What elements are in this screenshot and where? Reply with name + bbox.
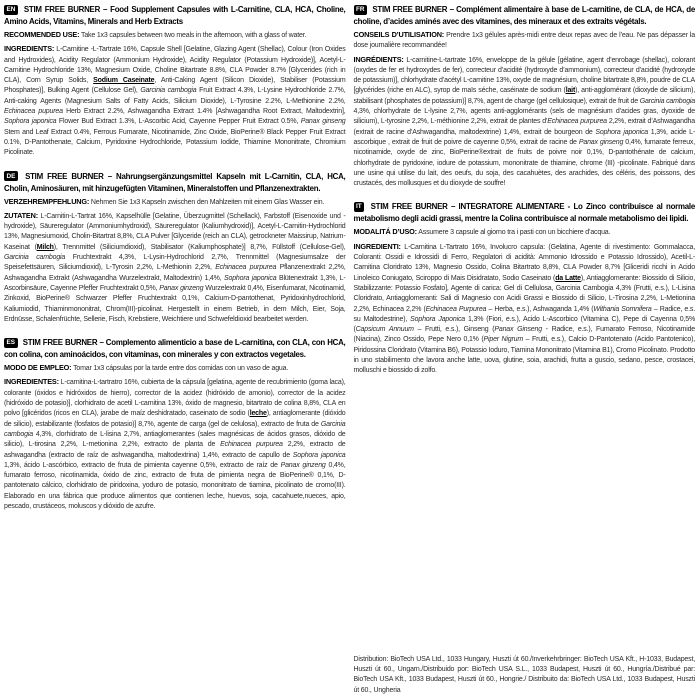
distribution-text: Distribution: BioTech USA Ltd., 1033 Hungary, Huszti út 60./Inverkehrbringer: BioTech USA Kft., H-1033, Budapest, Huszti út 60., Ungarn./Distribuido por: BioTech USA S.L., 1033 Budapest, Huszti út 60., Hungría./Distribué par: BioTech USA Kft., 1033 Budapest, Huszti út 60., Hongrie./ Distribuito da: BioTech USA Ltd., 1033 Budapest, Huszti út 60., Ungheria <box>353 655 695 694</box>
section-en-title: STIM FREE BURNER – Food Supplement Capsules with L-Carnitine, CLA, HCA, Choline, Amino Acids, Vitamins, Minerals and Herb Extracts <box>4 5 346 26</box>
section-en-ingredients-label: INGREDIENTS: <box>4 44 55 54</box>
section-en-usage <box>4 30 346 41</box>
lang-badge-it: IT <box>354 202 365 212</box>
section-de-usage-text: Nehmen Sie 1x3 Kapseln zwischen den Mahlzeiten mit einem Glas Wasser ein. <box>90 198 325 206</box>
section-it-usage-label: MODALITÁ D’USO: <box>353 227 417 237</box>
section-it-usage-text: Assumere 3 capsule al giorno tra i pasti con un bicchiere d’acqua. <box>418 229 611 237</box>
lang-badge-de: DE <box>4 171 18 181</box>
section-es-usage <box>4 363 346 374</box>
section-de-ingredients-label: ZUTATEN: <box>4 210 38 220</box>
section-fr-usage <box>354 30 696 52</box>
section-fr-ingredients-text: L-carnitine-L-tartrate 16%, enveloppe de la gélule [gélatine, agent d’enrobage (shellac), colorant (oxydes de fer et hydroxydes de fer), correcteur d’acidité (hydroxyde d’ammonium), correcteur d’acidité (hydroxyde de potassium)], chlorhydrate d’acétyl L-carnitine 13%, oxyde de magnésium, choline bitartrate 8,8%, poudre de CLA [glycérides (riche en ALC), syrop de maïs séche, caséinate de sodium (lait), anti-agglomérant (dioxyde de silicium), stabilisant (phosphates de potassium)] 8,7%, agent de charge (gel cellulosique), extrait de fruit de Garcinia cambogia 4,3%, chlorhydrate de L-lysine 2,7%, agents anti-agglomérants (sels de magnésium d’acides gras, dyoxide de silicium), L-tyrosine 2,2%, L-méthionine 2,2%, extrait de plantes d’Echinacea purpurea 2,2%, extrait d’Ashwagandha (extrait de racine d’Ashwagandha, maltodextrine) 1,4%, extrait de bourgeon de Sophora japonica 1,3%, acide L-ascorbique , extrait de fruit de poivre de cayenne 0,5%, extrait de racine de Panax ginseng 0,4%, fumarate ferreux, nicotinamide, oxyde de zinc, BioPerine®extrait de fruits de poivre noir 0,1%, D-pantothénate de calcium, chlorhydrate de pyridoxine, iodure de potassium, mononitrate de thiamine, chrome (III) -picolinate. Fabriqué dans une usine qui utilise du lait, des oeufs, du soja, des cacahuètes, des arachides, des céléris, des poissons, des crustacés, des mollusques et du dioxyde de souffre! <box>353 56 695 188</box>
section-fr-heading <box>354 4 696 28</box>
section-de-usage <box>4 197 346 208</box>
section-es-ingredients-label: INGREDIENTES: <box>4 377 59 387</box>
section-de-title: STIM FREE BURNER – Nahrungsergänzungsmittel Kapseln mit L-Carnitin, CLA, HCA, Cholin, Aminosäuren, mit hinzugefügten Vitaminen, Mineralstoffen und Pflanzenextrakten. <box>4 171 346 193</box>
section-fr-ingredients <box>354 55 696 190</box>
lang-badge-fr: FR <box>354 5 368 15</box>
section-es-ingredients-text: L-carnitina-L-tartratro 16%, cubierta de la cápsula [gelatina, agente de recubrimiento (goma laca), colorante (óxidos e hidróxidos de hierro), corrector de la acidez (hidróxido de amonio), corrector de la acidez (hidróxido de potasio)], clorhidrato de acetil L-carnitina 13%, óxido de magnesio, bitartrato de colina 8,8%, CLA en polvo [glicéridos (ricos en CLA), jarabe de maíz deshidratado, caseinato de sodio (leche), antiaglomerante (dióxido de silicio), estabilizante (fosfatos de potasio)] 8,7%, agente de carga (gel de celulosa), extracto de fruta de Garcinia cambogia 4,3%, clorhidrato de L-lisina 2,7%, antiaglomerantes (sales magnésicas de ácidos grasos, dióxido de silicio), L-tirosina 2,2%, L-metionina 2,2%, extracto de planta de Echinacea purpurea 2,2%, extracto de ashwagandha (extracto de raíz de ashwagandha, maltodextrina) 1,4%, extracto de capullo de Sophora japonica 1,3%, ácido L-ascórbico, extracto de fruta de pimienta cayenne 0,5%, extracto de raíz de Panax ginzeng 0,4%, fumarato ferroso, nicotinamida, óxido de zinc, extracto de fruta de pimienta negra de BioPerine® 0,1%, D-pantotenato cálcico, clorhidrato de piridoxina, yoduro de potasio, mononitrato de tiamina, picolinato de cromo(III). Elaborado en una fábrica que produce alimentos que contienen leche, huevos, soja, cacahuete,nueces, apio, pescado, crustáceos, moluscos y dióxido de azufre. <box>4 379 346 510</box>
section-fr-ingredients-label: INGRÉDIENTS: <box>353 54 404 64</box>
lang-badge-en: EN <box>4 5 18 15</box>
section-es-usage-text: Tomar 1x3 cápsulas por la tarde entre dos comidas con un vaso de agua. <box>73 365 289 373</box>
section-it-ingredients-text: L-Carnitina L-Tartrato 16%, Involucro capsula: (Gelatina, Agente di rivestimento: Gommalacca, Coloranti: Ossidi e Idrossidi di Ferro, Regolatori di acidità: Ammonio Idrossido e Potassio Idrossido), Acetil-L-Carnitina Cloridrato 13%, Magnesio Ossido, Colina Bitartrato 8,8%, CLA Powder 8,7% [Gliceridi ricchi in Acido Linoleico Coniugato, Sciroppo di Mais Disidratato, Sodio Caseinato (da Latte), Antiagglomerante: Biossido di Silicio, Stabilizzante: Potassio Fosfato], Agente di carica: Gel di Cellulosa, Garcinia Cambogia 4,3% (Frutti, e.s.), L-Lisina Cloridrato, Antiagglomeranti: Sali di Magnesio con Acidi Grassi e Biossido di Silicio, L-Tirosina 2,2%, L-Metionina 2,2%, Echinacea 2,2% (Echinacea Purpurea – Herba, e.s.), Ashwaganda 1,4% (Withania Somnifera – Radice, e.s. su Maltodestrine), Sophora Japonica 1,3% (Fiori, e.s.), Acido L-Ascorbico (Vitamina C), Pepe di Cayenna 0,5% (Capsicum Annuum – Frutti, e.s.), Ginseng (Panax Ginseng - Radice, e.s.), Fumarato Ferroso, Nicotinamide (Niacina), Zinco Ossido, Pepe Nero 0,1% (Piper Nigrum – Frutti, e.s.), Calcio D-Pantotenato (Acido Pantotenico), Piridossina Cloridrato (Vitamina B6), Potassio Ioduro, Tiamina Mononitrato (Vitamina B1), Cromo Picolinato. Prodotto in uno stabilimento che lavora anche latte, uova, glutine, soia, arachidi, frutta a guscio, sedano, pesce, crostacei, molluschi e biossido di zolfo. <box>353 243 696 375</box>
section-it-heading <box>354 201 696 225</box>
section-es-title: STIM FREE BURNER – Complemento alimenticio a base de L-carnitina, con CLA, con HCA, con colina, con aminoácidos, con vitaminas, con minerales y con extractos vegetales. <box>4 338 346 360</box>
section-it <box>354 201 696 379</box>
section-de-ingredients <box>4 211 346 325</box>
section-de-usage-label: VERZEHREMPFEHLUNG: <box>4 196 90 206</box>
section-es-usage-label: MODO DE EMPLEO: <box>4 363 72 373</box>
lang-badge-es: ES <box>4 338 18 348</box>
section-de <box>4 171 346 329</box>
section-de-ingredients-text: L-Carnitin-L-Tartrat 16%, Kapselhülle [Gelatine, Überzugmittel (Schellack), Farbstoff (Eisenoxide und -hydroxide), Säureregulator (Ammoniumhydroxid), Säureregulator (Kaliumhydroxid)], Acetyl-L-Carnitin-Hydrochlorid 13%, Magnesiumoxid, Cholin-Bitartrat 8,8%, CLA Pulver [Glyceride (reich an CLA), getrockneter Maissirup, Natrium-Kaseinat (Milch), Trennmittel (Siliciumdioxid), Stabilisator (Kaliumphosphate)] 8,7%, Füllstoff (Cellulose-Gel), Garcinia cambogia Fruchtextrakt 4,3%, L-Lysin-Hydrochlorid 2,7%, Trennmittel (Magnesiumsalze der Speisefettsäuren, Siliciumdioxid), L-Tyrosin 2,2%, L-Methionin 2,2%, Echinacea purpurea Pflanzenextrakt 2,2%, Ashwagandha Extrakt (Ashwagandha Wurzelextrakt, Maltodextrin) 1,4%, Sophora japonica Blütenextrakt 1,3%, L-Ascorbinsäure, Cayenne Pfeffer Fruchtextrakt 0,5%, Panax ginzeng Wurzelextrakt 0,4%, Eisenfumarat, Nicotinamid, Zinkoxid, BioPerine® Schwarzer Pfeffer Fruchtextrakt 0,1%, Calcium-D-pantothenat, Pyridoxinhydrochlorid, Kaliumiodid, Thiaminmononitrat, Chrom(III)-picolinat. Hergestellt in einem Betrieb, in dem Milch, Eier, Soja, Erdnüsse, Schalenfrüchte, Sellerie, Fisch, Krebstiere, Weichtiere und Schwefeldioxid bearbeitet werden. <box>4 212 346 323</box>
right-column <box>354 4 696 697</box>
section-en-usage-label: RECOMMENDED USE: <box>4 30 80 39</box>
left-column <box>4 4 346 697</box>
section-it-usage <box>354 227 696 238</box>
section-it-ingredients-label: INGREDIENTI: <box>353 241 401 251</box>
section-en-ingredients-text: L-Carnitine -L-Tartrate 16%, Capsule Shell [Gelatine, Glazing Agent (Shellac), Colour (Iron Oxides and Hydroxides), Acidity Regulator (Ammonium Hydroxide), Acidity Regulator (Potassium Hydroxide)], Acetyl-L-Carnitine Hydrochloride 13%, Magnesium Oxide, Choline Bitartrate 8.8%, CLA Powder 8.7% [Glycerides (rich in CLA), Corn Syrup Solids, Sodium Caseinate, Anti-Caking Agent (Silicon Dioxide), Stabiliser (Potassium Phosphates)], Bulking Agent (Cellulose Gel), Garcinia cambogia Fruit Extract 4.3%, L-Lysine Hydrochloride 2.7%, Anti-caking Agents (Magnesium Salts of Fatty Acids, Silicium Dioxide), L-Tyrosine 2.2%, L-Methionine 2.2%, Echinacea pupurea Herb Extract 2.2%, Ashwagandha Extract 1.4% [Ashwagandha Root Extract, Maltodextrin], Sophora japonica Flower Bud Extract 1.3%, L-Ascorbic Acid, Cayenne Pepper Fruit Extract 0.5%, Panax ginseng Stem and Leaf Extract 0.4%, Ferrous Fumarate, Nicotinamide, Zinc Oxide, BioPerine® Black Pepper Fruit Extract 0.1%, D-Pantothenate, Calcium, Pyridoxine Hydrochloride, Potassium Iodide, Thiamine Mononitrate, Chromium Picolinate. <box>4 46 346 157</box>
section-es-ingredients <box>4 377 346 512</box>
section-fr-usage-text: Prendre 1x3 gélules après-midi entre deux repas avec de l’eau. Ne pas dépasser la dose journalière recommandée! <box>353 32 695 50</box>
section-fr-usage-label: CONSEILS D’UTILISATION: <box>353 30 445 39</box>
section-it-title: STIM FREE BURNER – INTEGRATORE ALIMENTARE - Lo Zinco contribuisce al normale metabolismo degli acidi grassi, mentre la Colina contribuisce al normale metabolismo dei lipidi. <box>353 202 695 224</box>
section-en-heading <box>4 4 346 28</box>
section-de-heading <box>4 171 346 195</box>
section-en <box>4 4 346 162</box>
section-es <box>4 337 346 515</box>
section-en-ingredients <box>4 44 346 158</box>
section-fr-title: STIM FREE BURNER – Complément alimentaire à base de L-carnitine, de CLA, de HCA, de choline, d’acides aminés avec des vitamines, des mineraux et des extraits végétals. <box>353 5 695 26</box>
section-fr <box>354 4 696 192</box>
section-en-usage-text: Take 1x3 capsules between two meals in the afternoon, with a glass of water. <box>81 32 307 39</box>
section-it-ingredients <box>354 242 696 377</box>
section-es-heading <box>4 337 346 361</box>
